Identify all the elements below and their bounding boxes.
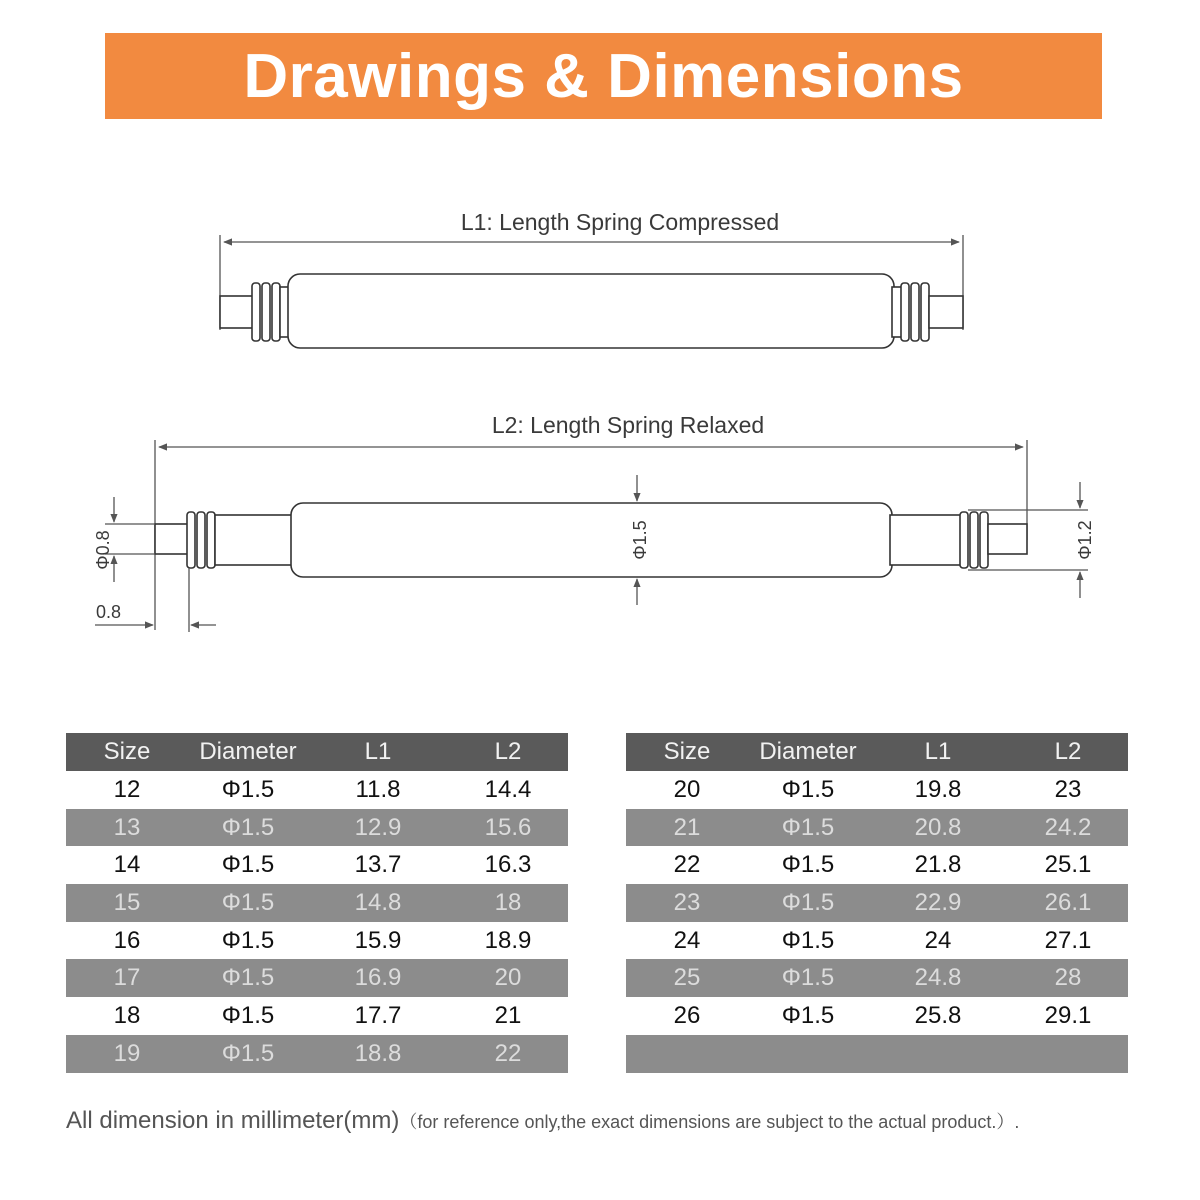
cell-l1: 11.8 <box>355 775 401 803</box>
cell-size: 17 <box>66 959 188 997</box>
page-title: Drawings & Dimensions <box>243 41 964 111</box>
cell-l2: 18.9 <box>484 926 532 954</box>
cell-diameter: Φ1.5 <box>221 1001 275 1029</box>
cell-l1 <box>868 1035 1008 1073</box>
table-row <box>626 884 1128 922</box>
cell-l2: 21 <box>494 1001 522 1029</box>
cell-size: 26 <box>673 1001 701 1029</box>
cell-l2: 20 <box>448 959 568 997</box>
cell-size: 24 <box>673 926 701 954</box>
body-diameter-label: Φ1.5 <box>630 520 650 560</box>
cell-l1: 16.9 <box>308 959 448 997</box>
cell-size: 25 <box>626 959 748 997</box>
cell-size: 15 <box>66 884 188 922</box>
cell-size: 22 <box>673 851 701 879</box>
cell-l1: 12.9 <box>308 809 448 847</box>
cell-l2: 18 <box>448 884 568 922</box>
cell-size <box>626 1035 748 1073</box>
header-size: Size <box>66 733 188 771</box>
cell-l1: 17.7 <box>354 1001 402 1029</box>
header-diameter: Diameter <box>748 733 868 771</box>
table-row <box>66 959 568 997</box>
table-header-row <box>66 733 568 771</box>
cell-size: 19 <box>66 1035 188 1073</box>
header-l2: L2 <box>1008 733 1128 771</box>
cell-l2: 27.1 <box>1044 926 1092 954</box>
cell-l1: 21.8 <box>914 851 962 879</box>
table-row <box>626 846 1128 884</box>
table-row <box>66 809 568 847</box>
cell-diameter: Φ1.5 <box>781 851 835 879</box>
cell-l2: 15.6 <box>448 809 568 847</box>
collar-diameter-label: Φ1.2 <box>1075 520 1095 560</box>
cell-size: 14 <box>113 851 141 879</box>
table-row <box>626 997 1128 1035</box>
cell-diameter: Φ1.5 <box>748 884 868 922</box>
dimensions-table-left <box>66 733 568 1073</box>
cell-l2: 16.3 <box>484 851 532 879</box>
table-row <box>66 846 568 884</box>
footnote <box>66 1107 1019 1135</box>
dimensions-table-right <box>626 733 1128 1073</box>
cell-diameter: Φ1.5 <box>221 775 275 803</box>
cell-diameter: Φ1.5 <box>781 1001 835 1029</box>
cell-l1: 19.8 <box>914 775 962 803</box>
cell-diameter: Φ1.5 <box>188 959 308 997</box>
cell-l2: 28 <box>1008 959 1128 997</box>
cell-size: 18 <box>113 1001 141 1029</box>
cell-size: 13 <box>66 809 188 847</box>
cell-l2: 22 <box>448 1035 568 1073</box>
cell-l1: 14.8 <box>308 884 448 922</box>
l2-label: L2: Length Spring Relaxed <box>491 412 765 438</box>
table-row <box>626 959 1128 997</box>
header-diameter: Diameter <box>188 733 308 771</box>
cell-l1: 15.9 <box>354 926 402 954</box>
cell-diameter: Φ1.5 <box>781 775 835 803</box>
cell-l1: 20.8 <box>868 809 1008 847</box>
cell-l1: 18.8 <box>308 1035 448 1073</box>
table-row <box>66 1035 568 1073</box>
table-row <box>66 884 568 922</box>
cell-size: 16 <box>113 926 141 954</box>
table-row <box>66 922 568 960</box>
cell-l2: 29.1 <box>1044 1001 1092 1029</box>
tip-diameter-label: Φ0.8 <box>93 530 113 570</box>
cell-size: 20 <box>673 775 701 803</box>
cell-l1: 24.8 <box>868 959 1008 997</box>
table-row <box>626 922 1128 960</box>
cell-diameter: Φ1.5 <box>188 884 308 922</box>
header-l2: L2 <box>448 733 568 771</box>
cell-diameter <box>748 1035 868 1073</box>
cell-size: 21 <box>626 809 748 847</box>
l1-label: L1: Length Spring Compressed <box>460 209 780 235</box>
footnote-note: （for reference only,the exact dimensions are subject to the actual product.）. <box>399 1112 1020 1132</box>
table-row <box>66 771 568 809</box>
compressed-bar <box>220 209 963 348</box>
cell-l2 <box>1008 1035 1128 1073</box>
table-row <box>626 1035 1128 1073</box>
cell-diameter: Φ1.5 <box>188 809 308 847</box>
table-row <box>626 771 1128 809</box>
cell-l2: 24.2 <box>1008 809 1128 847</box>
cell-size: 23 <box>626 884 748 922</box>
cell-diameter: Φ1.5 <box>221 926 275 954</box>
cell-l2: 26.1 <box>1008 884 1128 922</box>
cell-size: 12 <box>113 775 141 803</box>
cell-l2: 14.4 <box>484 775 532 803</box>
cell-diameter: Φ1.5 <box>748 959 868 997</box>
cell-l1: 24 <box>924 926 952 954</box>
cell-l2: 23 <box>1054 775 1082 803</box>
table-row <box>626 809 1128 847</box>
cell-l2: 25.1 <box>1044 851 1092 879</box>
header-size: Size <box>626 733 748 771</box>
footnote-main: All dimension in millimeter(mm) <box>66 1107 400 1134</box>
cell-diameter: Φ1.5 <box>781 926 835 954</box>
table-row <box>66 997 568 1035</box>
cell-l1: 25.8 <box>914 1001 962 1029</box>
cell-diameter: Φ1.5 <box>748 809 868 847</box>
table-header-row <box>626 733 1128 771</box>
cell-l1: 22.9 <box>868 884 1008 922</box>
cell-diameter: Φ1.5 <box>188 1035 308 1073</box>
tip-length-label: 0.8 <box>96 602 122 622</box>
relaxed-bar <box>93 412 1095 632</box>
cell-diameter: Φ1.5 <box>221 851 275 879</box>
l2-body <box>291 503 892 577</box>
l1-body <box>288 274 894 348</box>
header-l1: L1 <box>308 733 448 771</box>
header-l1: L1 <box>868 733 1008 771</box>
cell-l1: 13.7 <box>354 851 402 879</box>
